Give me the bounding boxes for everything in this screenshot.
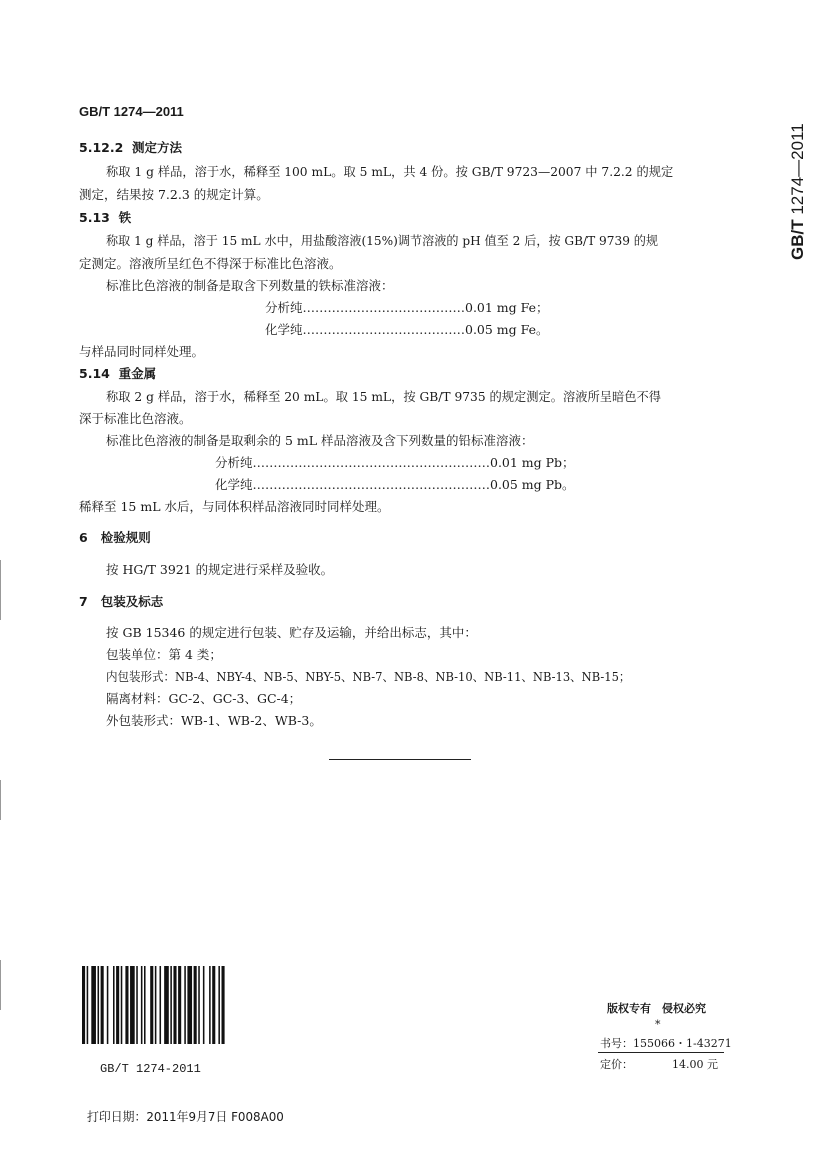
list-item-analytical-pb: 分析纯…………………………………………………0.01 mg Pb； [215, 455, 575, 470]
paragraph-5-13-treatment: 与样品同时同样处理。 [79, 344, 205, 359]
section-title: 重金属 [118, 366, 157, 381]
paragraph-5-13-standard: 标准比色溶液的制备是取含下列数量的铁标准溶液： [106, 278, 394, 293]
section-5-14-heading [79, 364, 156, 382]
section-6-heading [79, 528, 151, 546]
section-number: 5.14 [79, 366, 110, 381]
side-standard-label [788, 100, 810, 260]
copyright-notice: 版权专有 侵权必究 [607, 1002, 706, 1015]
price-value: 14.00 元 [672, 1058, 718, 1071]
copyright-star: * [655, 1018, 661, 1031]
section-title: 铁 [118, 210, 132, 225]
scan-speck [0, 960, 1, 1010]
section-5-13-heading [79, 208, 131, 226]
side-label-code: 1274—2011 [788, 123, 807, 215]
paragraph-5-14-dilution: 稀释至 15 mL 水后，与同体积样品溶液同时同样处理。 [79, 499, 390, 514]
paragraph-7-outer-package: 外包装形式：WB-1、WB-2、WB-3。 [106, 713, 322, 728]
print-date: 打印日期：2011年9月7日 F008A00 [87, 1109, 284, 1124]
copyright-divider [598, 1052, 724, 1053]
book-number: 书号：155066・1-43271 [600, 1037, 732, 1050]
section-7-heading [79, 592, 163, 610]
section-title: 测定方法 [132, 140, 183, 155]
paragraph-5-12-2-line1: 称取 1 g 样品，溶于水，稀释至 100 mL。取 5 mL，共 4 份。按 GB/T 9723—2007 中 7.2.2 的规定 [106, 164, 674, 179]
paragraph-7-isolation: 隔离材料：GC-2、GC-3、GC-4； [106, 691, 302, 706]
scan-speck [0, 560, 1, 620]
paragraph-6: 按 HG/T 3921 的规定进行采样及验收。 [106, 562, 334, 577]
section-title: 包装及标志 [100, 594, 164, 609]
list-item-analytical-fe: 分析纯…………………………………0.01 mg Fe； [265, 300, 549, 315]
paragraph-7-inner-package: 内包装形式：NB-4、NBY-4、NB-5、NBY-5、NB-7、NB-8、NB-10、NB-11、NB-13、NB-15； [106, 669, 631, 684]
list-item-chemical-pb: 化学纯…………………………………………………0.05 mg Pb。 [215, 477, 575, 492]
side-label-prefix: GB/T [788, 219, 807, 260]
paragraph-5-12-2-line2: 测定，结果按 7.2.3 的规定计算。 [79, 187, 269, 202]
price-label: 定价： [600, 1058, 633, 1071]
barcode-text: GB/T 1274-2011 [100, 1062, 201, 1076]
section-5-12-2-heading [79, 138, 182, 156]
section-number: 6 [79, 530, 88, 545]
section-title: 检验规则 [100, 530, 151, 545]
end-divider [329, 759, 471, 760]
paragraph-7-package-unit: 包装单位：第 4 类； [106, 647, 222, 662]
paragraph-5-14-standard: 标准比色溶液的制备是取剩余的 5 mL 样品溶液及含下列数量的铅标准溶液： [106, 433, 534, 448]
section-number: 7 [79, 594, 88, 609]
paragraph-5-14-line1: 称取 2 g 样品，溶于水，稀释至 20 mL。取 15 mL，按 GB/T 9735 的规定测定。溶液所呈暗色不得 [106, 389, 662, 404]
scan-speck [0, 780, 1, 820]
section-number: 5.12.2 [79, 140, 124, 155]
paragraph-7-intro: 按 GB 15346 的规定进行包装、贮存及运输，并给出标志，其中： [106, 625, 477, 640]
paragraph-5-13-line1: 称取 1 g 样品，溶于 15 mL 水中，用盐酸溶液(15%)调节溶液的 pH 值至 2 后，按 GB/T 9739 的规 [106, 233, 659, 248]
list-item-chemical-fe: 化学纯…………………………………0.05 mg Fe。 [265, 322, 549, 337]
barcode-image [80, 966, 278, 1060]
paragraph-5-13-line2: 定测定。溶液所呈红色不得深于标准比色溶液。 [79, 256, 342, 271]
paragraph-5-14-line2: 深于标准比色溶液。 [79, 411, 192, 426]
header-standard-code: GB/T 1274—2011 [79, 104, 184, 119]
section-number: 5.13 [79, 210, 110, 225]
